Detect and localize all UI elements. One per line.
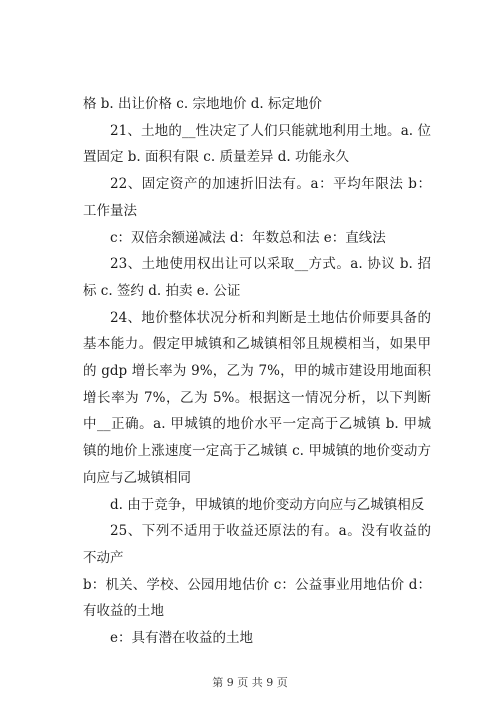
question-22-options: c：双倍余额递减法 d：年数总和法 e：直线法 bbox=[110, 229, 386, 246]
paragraph-1: 格 b. 出让价格 c. 宗地地价 d. 标定地价 bbox=[83, 96, 322, 112]
question-21: 21、土地的__性决定了人们只能就地利用土地。a. 位置固定 b. 面积有限 c. 质量差异 d. 功能永久 bbox=[83, 122, 431, 166]
document-body bbox=[83, 91, 431, 652]
question-25-options: b：机关、学校、公园用地估价 c：公益事业用地估价 d：有收益的土地 bbox=[83, 576, 431, 620]
question-24-option-d: d. 由于竞争，甲城镇的地价变动方向应与乙城镇相反 bbox=[110, 496, 425, 513]
page-footer: 第 9 页 共 9 页 bbox=[212, 676, 288, 689]
question-24: 24、地价整体状况分析和判断是土地估价师要具备的基本能力。假定甲城镇和乙城镇相邻且规模相当，如果甲的 gdp 增长率为 9%，乙为 7%，甲的城市建设用地面积增长率为 7%，乙为 5%。根据这一情况分析，以下判断中__正确。a. 甲城镇的地价水平一定高于乙城镇 b. 甲城镇的地价上涨速度一定高于乙城镇 c. 甲城镇的地价变动方向应与乙城镇相同 bbox=[83, 309, 431, 486]
question-25-option-e: e：具有潜在收益的土地 bbox=[110, 630, 253, 647]
question-23: 23、土地使用权出让可以采取__方式。a. 协议 b. 招标 c. 签约 d. 拍卖 e. 公证 bbox=[83, 256, 431, 299]
question-22: 22、固定资产的加速折旧法有。a：平均年限法 b：工作量法 bbox=[83, 176, 431, 219]
question-25: 25、下列不适用于收益还原法的有。a。没有收益的不动产 bbox=[83, 523, 431, 566]
